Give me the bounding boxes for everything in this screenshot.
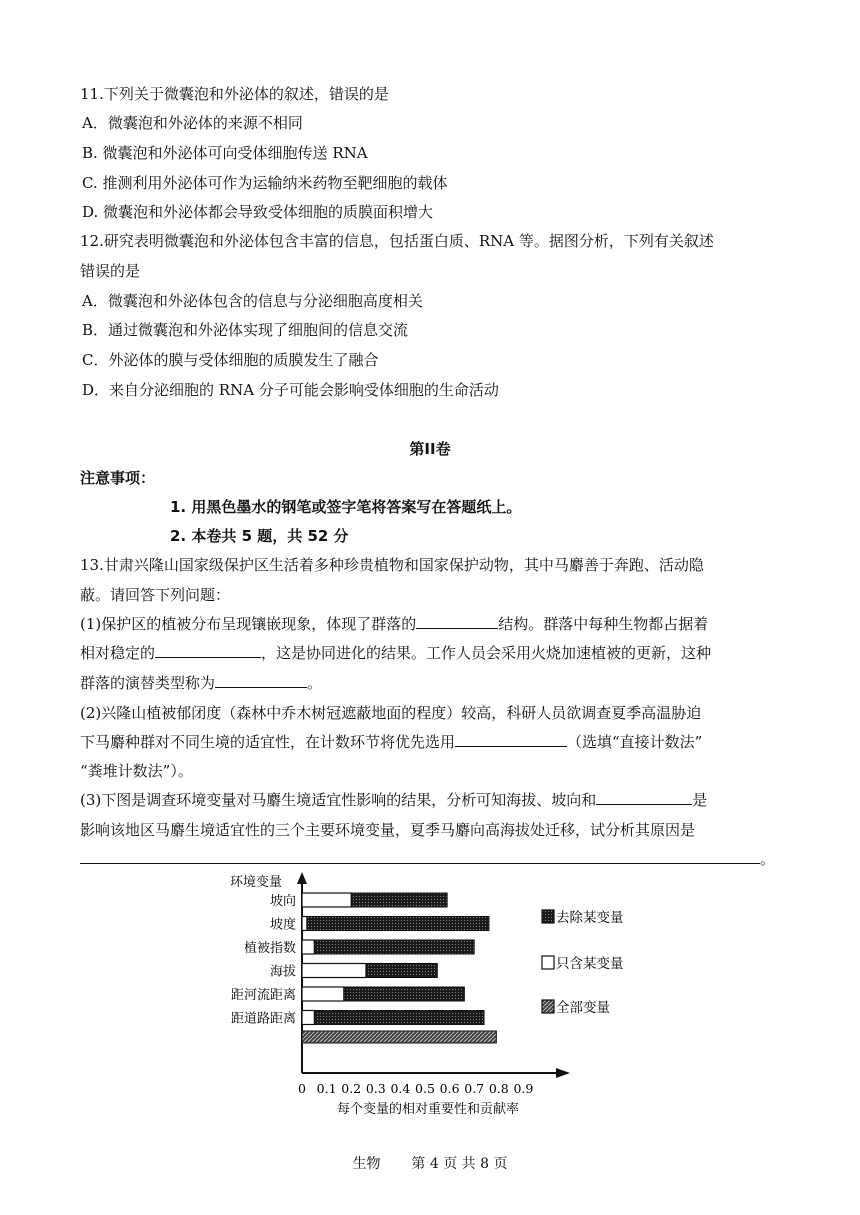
q12-stem: 12.研究表明微囊泡和外泌体包含丰富的信息，包括蛋白质、RNA 等。据图分析，下列有关叙述 (80, 232, 714, 250)
x-axis-arrow (556, 1068, 570, 1078)
q13-part1-line2: 相对稳定的 ，这是协同进化的结果。工作人员会采用火烧加速植被的更新，这种 (80, 644, 712, 662)
q13-part1-line3: 群落的演替类型称为 。 (80, 674, 323, 692)
bar-only-variable (302, 893, 351, 907)
bar-removed-variable (302, 940, 474, 954)
page-footer (0, 1153, 860, 1173)
part2-title: 第II卷 (409, 440, 451, 458)
category-label: 距道路距离 (230, 1011, 296, 1027)
q12-option-c: C．外泌体的膜与受体细胞的质膜发生了融合 (82, 351, 379, 369)
footer-page-number: 第 4 页 共 8 页 (411, 1156, 508, 1172)
q13-part2-line2: 下马麝种群对不同生境的适宜性，在计数环节将优先选用 （选填“直接计数法” (80, 733, 703, 751)
bar-removed-variable (302, 917, 489, 931)
q11-option-a: A．微囊泡和外泌体的来源不相同 (82, 114, 303, 132)
bar-only-variable (302, 940, 314, 954)
x-tick-label: 0.1 (316, 1081, 337, 1096)
footer-subject: 生物 (352, 1156, 381, 1172)
answer-blank[interactable] (215, 673, 307, 688)
answer-blank[interactable] (416, 614, 498, 629)
q13-part3-line2: 影响该地区马麝生境适宜性的三个主要环境变量，夏季马麝向高海拔处迁移，试分析其原因是 (80, 821, 696, 839)
q11-option-d: D. 微囊泡和外泌体都会导致受体细胞的质膜面积增大 (82, 203, 434, 221)
legend-only-variable-swatch (542, 956, 554, 969)
bar-only-variable (302, 964, 366, 978)
y-axis-arrow (297, 872, 307, 884)
x-axis-label: 每个变量的相对重要性和贡献率 (336, 1102, 520, 1117)
x-tick-label: 0.7 (464, 1081, 485, 1096)
x-tick-label: 0 (298, 1081, 306, 1096)
q13-part2-line1: (2)兴隆山植被郁闭度（森林中乔木树冠遮蔽地面的程度）较高，科研人员欲调查夏季高温胁迫 (80, 704, 702, 722)
q11-option-c: C. 推测利用外泌体可作为运输纳米药物至靶细胞的载体 (82, 174, 448, 192)
category-label: 坡向 (269, 894, 296, 909)
category-label: 植被指数 (243, 941, 296, 956)
category-label: 距河流距离 (230, 988, 296, 1003)
category-label: 海拔 (269, 964, 296, 980)
q13-stem: 13.甘肃兴隆山国家级保护区生活着多种珍贵植物和国家保护动物，其中马麝善于奔跑、活动隐 (80, 556, 704, 574)
q13-part3-line3: 。 (80, 849, 775, 869)
q13-part1-line1: (1)保护区的植被分布呈现镶嵌现象，体现了群落的 结构。群落中每种生物都占据着 (80, 615, 709, 633)
x-tick-label: 0.6 (439, 1081, 460, 1096)
x-tick-label: 0.3 (365, 1081, 386, 1096)
q13-part3-line1: (3)下图是调查环境变量对马麝生境适宜性影响的结果，分析可知海拔、坡向和 是 (80, 791, 708, 809)
bar-only-variable (302, 917, 307, 931)
bar-only-variable (302, 987, 344, 1001)
bar-only-variable (302, 1011, 314, 1025)
x-tick-label: 0.8 (488, 1081, 509, 1096)
y-axis-label: 环境变量 (230, 875, 283, 890)
answer-blank[interactable] (455, 732, 567, 747)
q13-stem-cont: 蔽。请回答下列问题： (80, 586, 231, 604)
x-tick-label: 0.5 (415, 1081, 435, 1096)
notice-heading: 注意事项： (80, 469, 156, 487)
legend-removed-variable-label: 去除某变量 (556, 910, 624, 926)
q12-stem-cont: 错误的是 (80, 262, 141, 280)
x-tick-label: 0.9 (513, 1081, 534, 1096)
q11-stem: 11.下列关于微囊泡和外泌体的叙述，错误的是 (80, 85, 389, 103)
environment-variable-chart (220, 862, 640, 1122)
answer-blank[interactable] (155, 643, 261, 658)
q12-option-a: A．微囊泡和外泌体包含的信息与分泌细胞高度相关 (82, 292, 423, 310)
notice-item-2: 2. 本卷共 5 题，共 52 分 (170, 527, 349, 545)
q12-option-b: B．通过微囊泡和外泌体实现了细胞间的信息交流 (82, 321, 409, 339)
x-tick-label: 0.4 (390, 1081, 411, 1096)
answer-blank[interactable] (596, 790, 692, 805)
legend-all-variables-swatch (542, 1000, 554, 1013)
q12-option-d: D．来自分泌细胞的 RNA 分子可能会影响受体细胞的生命活动 (82, 381, 499, 399)
bar-all-variables (302, 1031, 496, 1043)
legend-only-variable-label: 只含某变量 (556, 956, 624, 972)
bar-removed-variable (302, 1011, 484, 1025)
q11-option-b: B. 微囊泡和外泌体可向受体细胞传送 RNA (82, 144, 368, 162)
legend-removed-variable-swatch (542, 910, 554, 923)
x-tick-label: 0.2 (341, 1081, 362, 1096)
notice-item-1: 1. 用黑色墨水的钢笔或签字笔将答案写在答题纸上。 (170, 498, 522, 516)
legend-all-variables-label: 全部变量 (556, 1000, 610, 1016)
q13-part2-line3: “粪堆计数法”）。 (80, 762, 193, 780)
category-label: 坡度 (269, 917, 296, 933)
